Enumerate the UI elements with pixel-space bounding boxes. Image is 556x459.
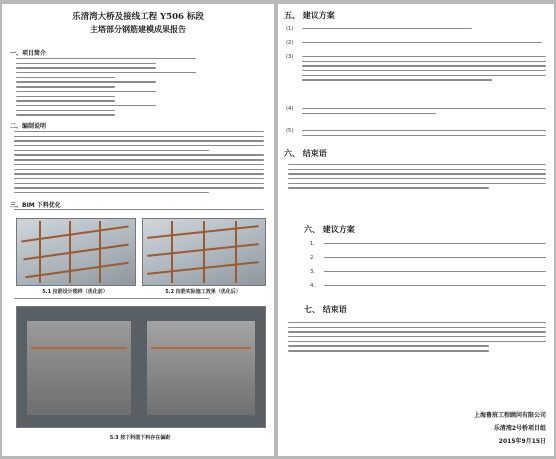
model-render-figure bbox=[16, 306, 266, 428]
section-3b-text-placeholder bbox=[14, 298, 264, 303]
section-2-text-placeholder bbox=[14, 131, 264, 197]
item-5-text-placeholder bbox=[302, 130, 546, 139]
final-closing-text-placeholder bbox=[288, 322, 546, 355]
report-title: 乐清湾大桥及接线工程 Y506 标段 bbox=[72, 12, 204, 22]
list-marker-4: (4) bbox=[286, 106, 294, 112]
list-marker-b4: 4. bbox=[310, 283, 315, 289]
list-marker-5: (5) bbox=[286, 128, 294, 134]
item-b2-text-placeholder bbox=[324, 257, 546, 262]
section-heading-6: 六、 结束语 bbox=[284, 148, 327, 158]
left-page bbox=[2, 4, 274, 456]
section-heading-3: 三、BIM 下料优化 bbox=[10, 202, 61, 209]
item-3-text-placeholder bbox=[302, 56, 546, 84]
section-heading-5: 五、 建议方案 bbox=[284, 10, 335, 20]
item-4-text-placeholder bbox=[302, 108, 546, 117]
closing-text-placeholder bbox=[288, 164, 546, 192]
section-heading-1: 一、项目简介 bbox=[10, 50, 47, 57]
signature-org: 上海鲁班工程顾问有限公司 bbox=[473, 412, 546, 419]
list-marker-1: (1) bbox=[286, 26, 294, 32]
rebar-photo-before bbox=[16, 218, 136, 286]
item-b4-text-placeholder bbox=[324, 285, 546, 290]
item-2-text-placeholder bbox=[302, 42, 542, 47]
figure-caption-1: 5.1 拉筋设计图样（优化前） bbox=[42, 289, 108, 295]
list-marker-b1: 1. bbox=[310, 241, 315, 247]
section-heading-6b: 六、 建议方案 bbox=[304, 224, 355, 234]
rebar-photo-after bbox=[142, 218, 266, 286]
item-b1-text-placeholder bbox=[324, 243, 546, 248]
signature-team: 乐清湾2号桥项目组 bbox=[493, 425, 546, 432]
section-heading-2: 二、编制说明 bbox=[10, 123, 47, 130]
section-heading-7: 七、 结束语 bbox=[304, 304, 347, 314]
section-1-text-placeholder bbox=[16, 58, 196, 119]
report-subtitle: 主塔部分钢筋建模成果报告 bbox=[90, 24, 186, 34]
list-marker-3: (3) bbox=[286, 54, 294, 60]
figure-caption-2: 5.2 拉筋实际施工效果（优化后） bbox=[165, 289, 241, 295]
section-3-text-placeholder bbox=[14, 209, 264, 214]
figure-caption-3: 5.3 按下料图下料存在偏距 bbox=[109, 435, 171, 441]
list-marker-b3: 3. bbox=[310, 269, 315, 275]
list-marker-b2: 2. bbox=[310, 255, 315, 261]
right-page bbox=[278, 4, 554, 456]
item-b3-text-placeholder bbox=[324, 271, 546, 276]
signature-date: 2015年9月15日 bbox=[498, 438, 546, 445]
list-marker-2: (2) bbox=[286, 40, 294, 46]
item-1-text-placeholder bbox=[302, 28, 472, 33]
